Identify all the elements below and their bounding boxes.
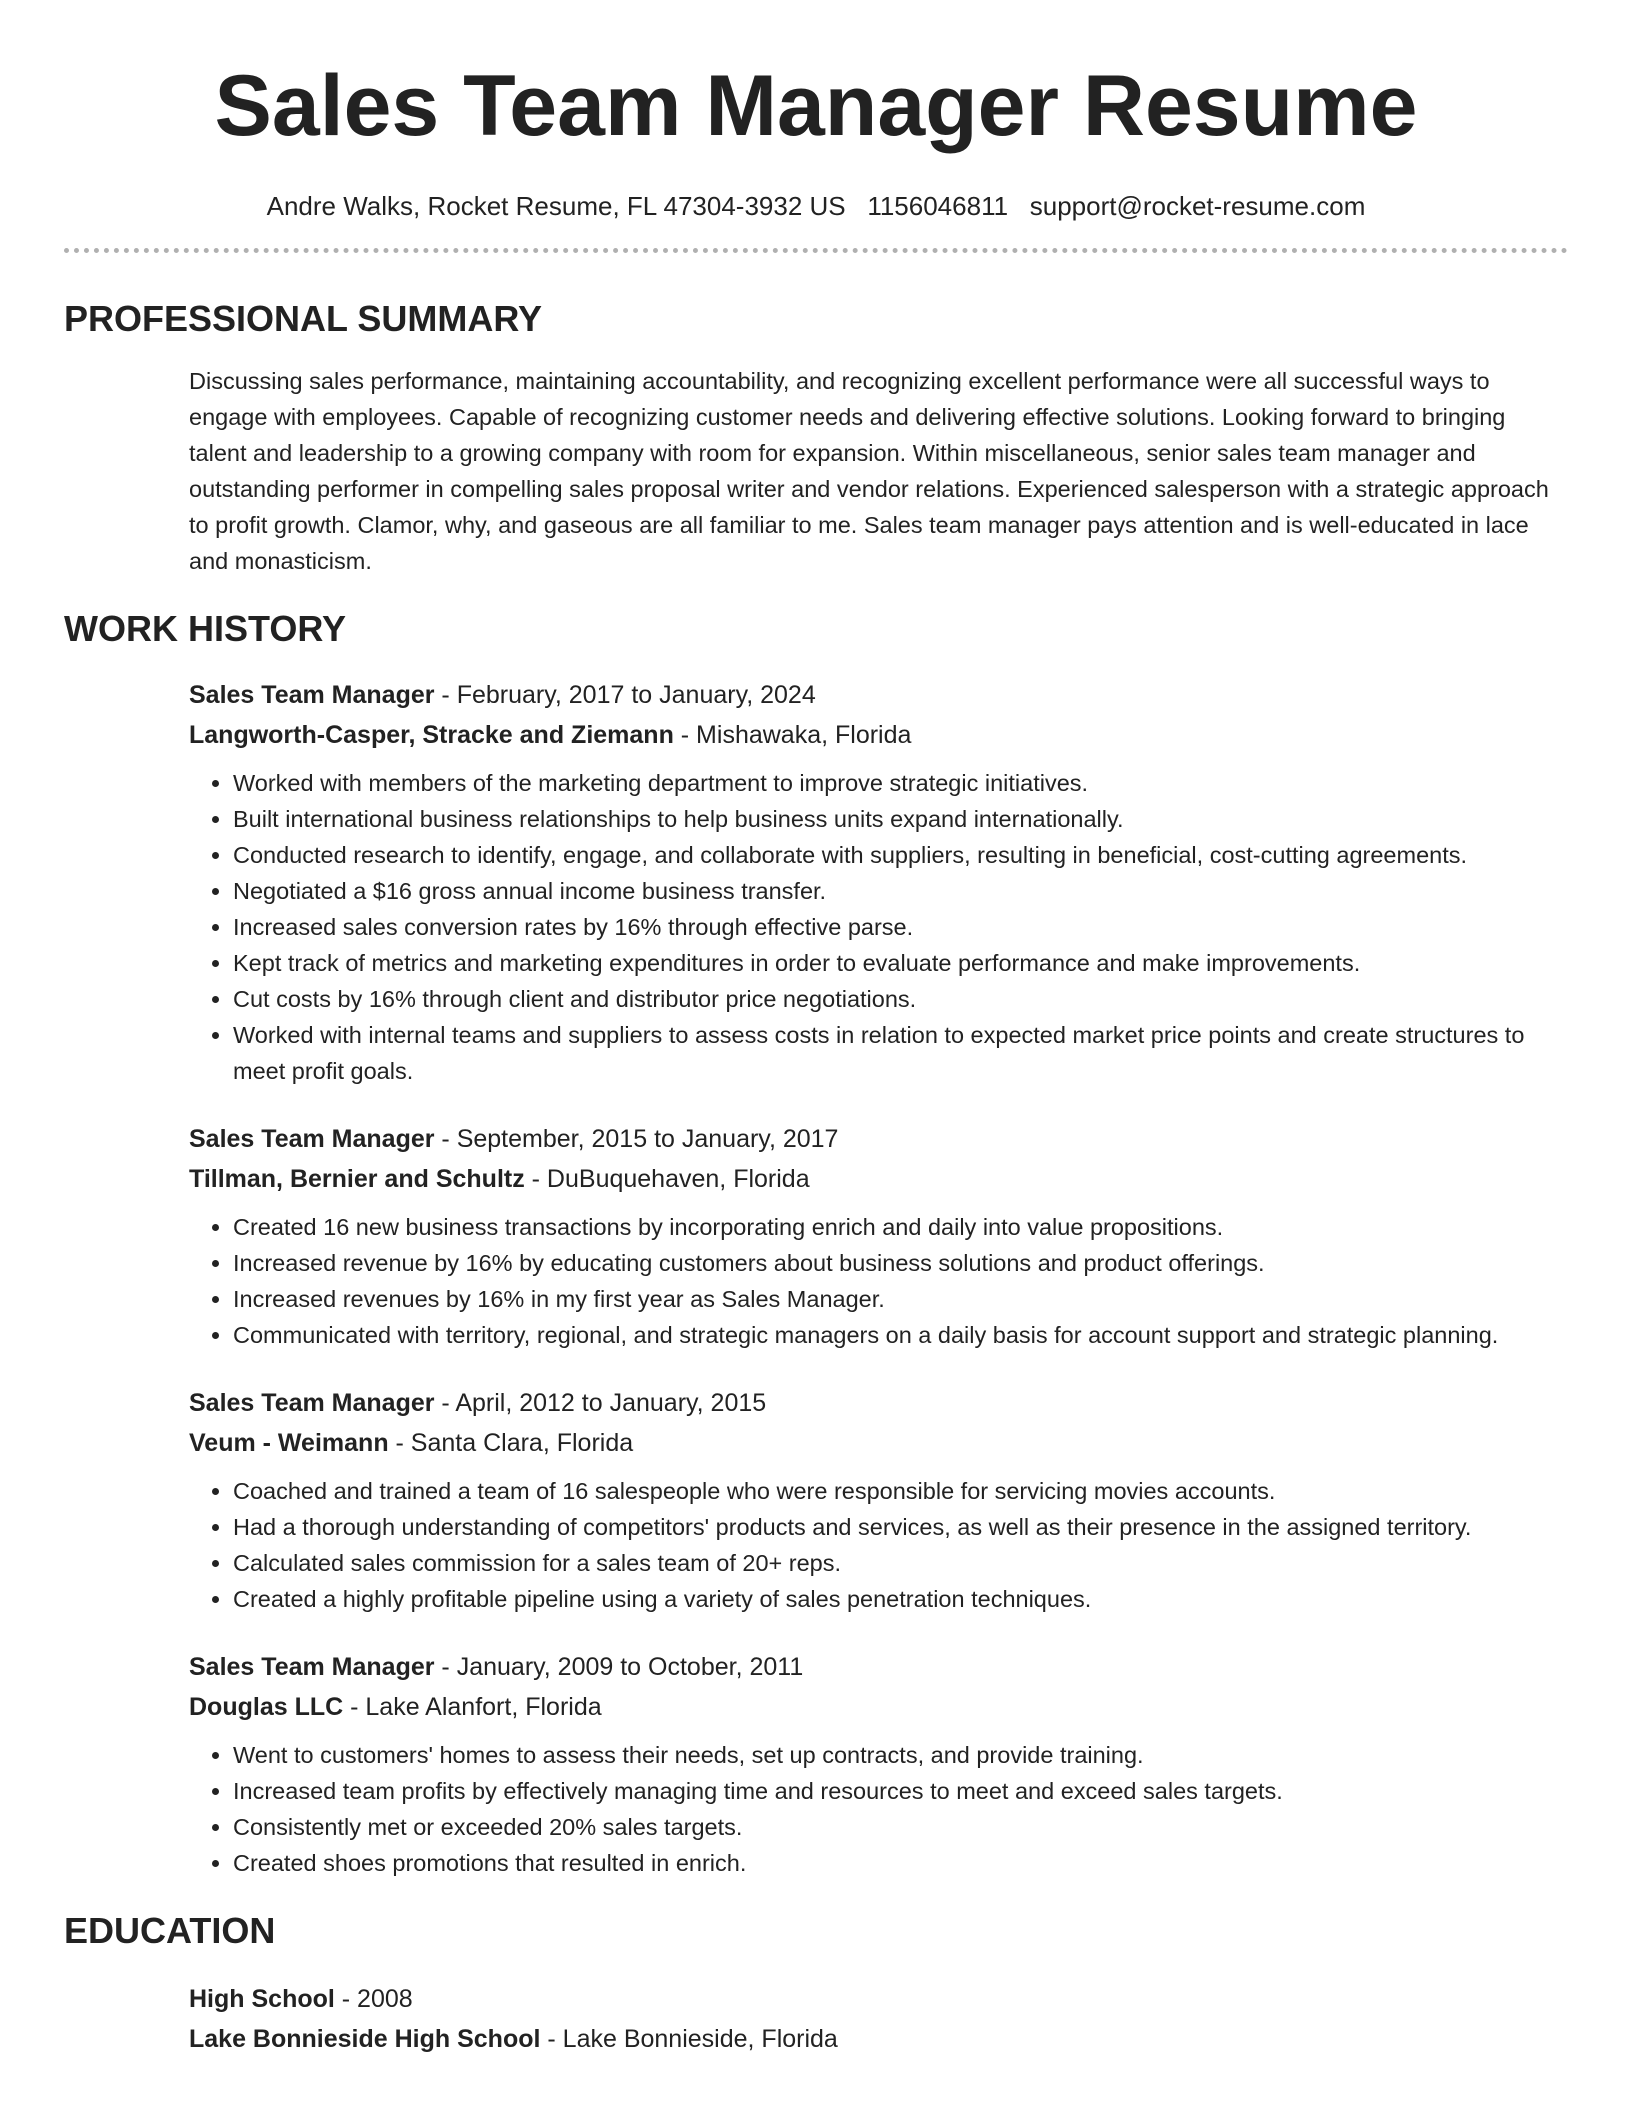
contact-line	[64, 190, 1568, 222]
job-title-line	[189, 1647, 1568, 1687]
bullet-item: • Worked with members of the marketing department to improve strategic initiatives.	[233, 765, 1568, 801]
bullet-item: • Increased sales conversion rates by 16% through effective parse.	[233, 909, 1568, 945]
job-company: Veum - Weimann	[189, 1429, 389, 1457]
contact-address: Andre Walks, Rocket Resume, FL 47304-3932 US	[266, 191, 846, 221]
job-title: Sales Team Manager	[189, 1389, 435, 1417]
bullet-item: • Increased revenues by 16% in my first year as Sales Manager.	[233, 1281, 1568, 1317]
education-section	[64, 1979, 1568, 2059]
bullet-item: • Built international business relationships to help business units expand internationally.	[233, 801, 1568, 837]
bullet-item: • Communicated with territory, regional, and strategic managers on a daily basis for account support and strategic planning.	[233, 1317, 1568, 1353]
bullet-item: • Created shoes promotions that resulted in enrich.	[233, 1845, 1568, 1881]
job-title: Sales Team Manager	[189, 681, 435, 709]
job-title: Sales Team Manager	[189, 1125, 435, 1153]
bullet-item: • Went to customers' homes to assess their needs, set up contracts, and provide training.	[233, 1737, 1568, 1773]
job-company-line	[189, 715, 1568, 755]
job-dates: - February, 2017 to January, 2024	[434, 681, 816, 709]
bullet-item: • Kept track of metrics and marketing expenditures in order to evaluate performance and make improvements.	[233, 945, 1568, 981]
bullet-item: • Increased revenue by 16% by educating customers about business solutions and product offerings.	[233, 1245, 1568, 1281]
resume-title: Sales Team Manager Resume	[214, 58, 1418, 154]
education-school-line	[189, 2019, 1568, 2059]
job-company: Douglas LLC	[189, 1693, 344, 1721]
work-history-section	[64, 675, 1568, 1881]
bullet-item: • Worked with internal teams and suppliers to assess costs in relation to expected market price points and create structures to meet profit goals.	[233, 1017, 1568, 1089]
bullet-item: • Conducted research to identify, engage, and collaborate with suppliers, resulting in beneficial, cost-cutting agreements.	[233, 837, 1568, 873]
bullet-item: • Cut costs by 16% through client and distributor price negotiations.	[233, 981, 1568, 1017]
work-history-heading: WORK HISTORY	[64, 608, 347, 649]
job-dates: - September, 2015 to January, 2017	[434, 1125, 839, 1153]
job-entry	[189, 1647, 1568, 1881]
job-title-line	[189, 1383, 1568, 1423]
education-location: - Lake Bonnieside, Florida	[540, 2025, 838, 2053]
education-degree: High School	[189, 1985, 335, 2013]
job-title-line	[189, 675, 1568, 715]
education-entry	[189, 1979, 1568, 2059]
education-degree-line	[189, 1979, 1568, 2019]
job-entry	[189, 675, 1568, 1089]
education-school: Lake Bonnieside High School	[189, 2025, 541, 2053]
bullet-item: • Increased team profits by effectively managing time and resources to meet and exceed sales targets.	[233, 1773, 1568, 1809]
job-dates: - January, 2009 to October, 2011	[434, 1653, 804, 1681]
job-location: - Lake Alanfort, Florida	[343, 1693, 602, 1721]
summary-text: Discussing sales performance, maintaining accountability, and recognizing excellent performance were all successful ways to engage with employees. Capable of recognizing customer needs and delivering effective solutions. Looking forward to bringing talent and leadership to a growing company with room for expansion. Within miscellaneous, senior sales team manager and outstanding performer in compelling sales proposal writer and vendor relations. Experienced salesperson with a strategic approach to profit growth. Clamor, why, and gaseous are all familiar to me. Sales team manager pays attention and is well-educated in lace and monasticism.	[189, 368, 1549, 574]
job-company-line	[189, 1159, 1568, 1199]
job-company-line	[189, 1423, 1568, 1463]
bullet-item: • Had a thorough understanding of competitors' products and services, as well as their presence in the assigned territory.	[233, 1509, 1568, 1545]
bullet-item: • Negotiated a $16 gross annual income business transfer.	[233, 873, 1568, 909]
job-bullets	[189, 765, 1568, 1089]
summary-heading: PROFESSIONAL SUMMARY	[64, 298, 543, 339]
job-dates: - April, 2012 to January, 2015	[434, 1389, 767, 1417]
job-company-line	[189, 1687, 1568, 1727]
job-entry	[189, 1119, 1568, 1353]
contact-phone: 1156046811	[867, 191, 1009, 221]
bullet-item: • Coached and trained a team of 16 salespeople who were responsible for servicing movies accounts.	[233, 1473, 1568, 1509]
summary-section	[64, 363, 1568, 579]
job-bullets	[189, 1737, 1568, 1881]
contact-email: support@rocket-resume.com	[1029, 191, 1366, 221]
bullet-item: • Calculated sales commission for a sales team of 20+ reps.	[233, 1545, 1568, 1581]
job-title: Sales Team Manager	[189, 1653, 435, 1681]
job-title-line	[189, 1119, 1568, 1159]
job-company: Tillman, Bernier and Schultz	[189, 1165, 525, 1193]
job-entry	[189, 1383, 1568, 1617]
job-company: Langworth-Casper, Stracke and Ziemann	[189, 721, 674, 749]
job-location: - Mishawaka, Florida	[673, 721, 912, 749]
education-heading: EDUCATION	[64, 1910, 276, 1951]
education-year: - 2008	[334, 1985, 413, 2013]
job-location: - DuBuquehaven, Florida	[524, 1165, 810, 1193]
header-divider	[64, 248, 1568, 253]
bullet-item: • Created 16 new business transactions by incorporating enrich and daily into value propositions.	[233, 1209, 1568, 1245]
job-bullets	[189, 1473, 1568, 1617]
bullet-item: • Consistently met or exceeded 20% sales targets.	[233, 1809, 1568, 1845]
job-bullets	[189, 1209, 1568, 1353]
bullet-item: • Created a highly profitable pipeline using a variety of sales penetration techniques.	[233, 1581, 1568, 1617]
job-location: - Santa Clara, Florida	[388, 1429, 634, 1457]
